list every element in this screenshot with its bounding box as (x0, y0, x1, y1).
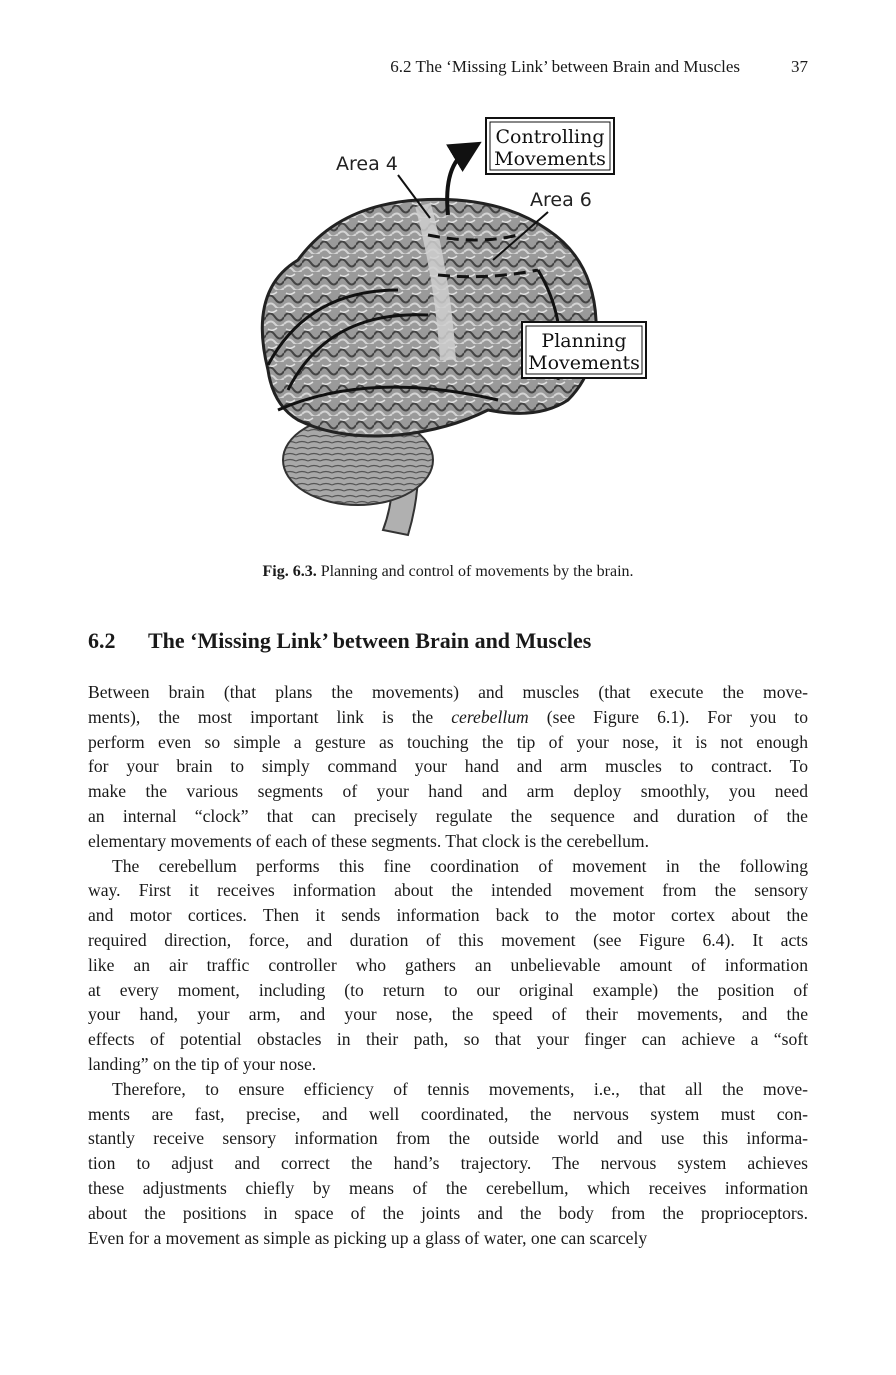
page-number: 37 (791, 57, 808, 76)
text-line: way. First it receives information about the intended movement from the sensory (88, 880, 808, 901)
text-line: effects of potential obstacles in their path, so that your finger can achieve a “soft (88, 1029, 808, 1050)
text-line: and motor cortices. Then it sends information back to the motor cortex about the (88, 905, 808, 926)
paragraph (88, 1077, 808, 1251)
section-heading (88, 628, 808, 654)
text-line: ments), the most important link is the cerebellum (see Figure 6.1). For you to (88, 706, 808, 727)
planning-line2: Movements (528, 352, 640, 374)
planning-line1: Planning (541, 330, 627, 352)
caption-text: Planning and control of movements by the brain. (320, 563, 634, 580)
text-line: landing” on the tip of your nose. (88, 1053, 317, 1074)
text-line: like an air traffic controller who gathers an unbelievable amount of information (88, 954, 808, 975)
text-line: make the various segments of your hand and arm deploy smoothly, you need (88, 781, 808, 802)
label-area-6: Area 6 (530, 189, 592, 211)
brain-illustration (248, 110, 648, 545)
text-line: Therefore, to ensure efficiency of tennis movements, i.e., that all the move- (112, 1078, 808, 1099)
running-head (0, 57, 808, 79)
text-line: perform even so simple a gesture as touching the tip of your nose, it is not enough (88, 731, 808, 752)
text-line: for your brain to simply command your hand and arm muscles to contract. To (88, 756, 808, 777)
text-line: an internal “clock” that can precisely regulate the sequence and duration of the (88, 805, 808, 826)
controlling-line2: Movements (494, 148, 606, 170)
text-line: your hand, your arm, and your nose, the speed of their movements, and the (88, 1004, 808, 1025)
text-line: Between brain (that plans the movements) and muscles (that execute the move- (88, 682, 808, 702)
text-line: ments are fast, precise, and well coordinated, the nervous system must con- (88, 1103, 808, 1124)
figure-caption (0, 563, 896, 581)
paragraph (88, 680, 808, 854)
controlling-line1: Controlling (495, 126, 605, 148)
label-area-4: Area 4 (336, 153, 398, 175)
paragraph (88, 854, 808, 1077)
caption-label: Fig. 6.3. (262, 563, 317, 580)
body-text (88, 680, 808, 1250)
text-line: at every moment, including (to return to our original example) the position of (88, 979, 808, 1000)
text-line: required direction, force, and duration of this movement (see Figure 6.4). It acts (88, 929, 808, 950)
running-title: 6.2 The ‘Missing Link’ between Brain and Muscles (390, 57, 740, 76)
text-line: stantly receive sensory information from the outside world and use this informa- (88, 1128, 808, 1149)
text-line: Even for a movement as simple as picking up a glass of water, one can scarcely (88, 1227, 648, 1248)
section-number: 6.2 (88, 628, 116, 653)
text-line: The cerebellum performs this fine coordination of movement in the following (112, 855, 808, 876)
text-line: these adjustments chiefly by means of the cerebellum, which receives information (88, 1177, 808, 1198)
text-line: elementary movements of each of these segments. That clock is the cerebellum. (88, 830, 650, 851)
text-line: about the positions in space of the joints and the body from the proprioceptors. (88, 1202, 808, 1223)
brain-figure (248, 110, 648, 545)
text-line: tion to adjust and correct the hand’s trajectory. The nervous system achieves (88, 1153, 808, 1174)
section-title: The ‘Missing Link’ between Brain and Muscles (148, 628, 592, 653)
